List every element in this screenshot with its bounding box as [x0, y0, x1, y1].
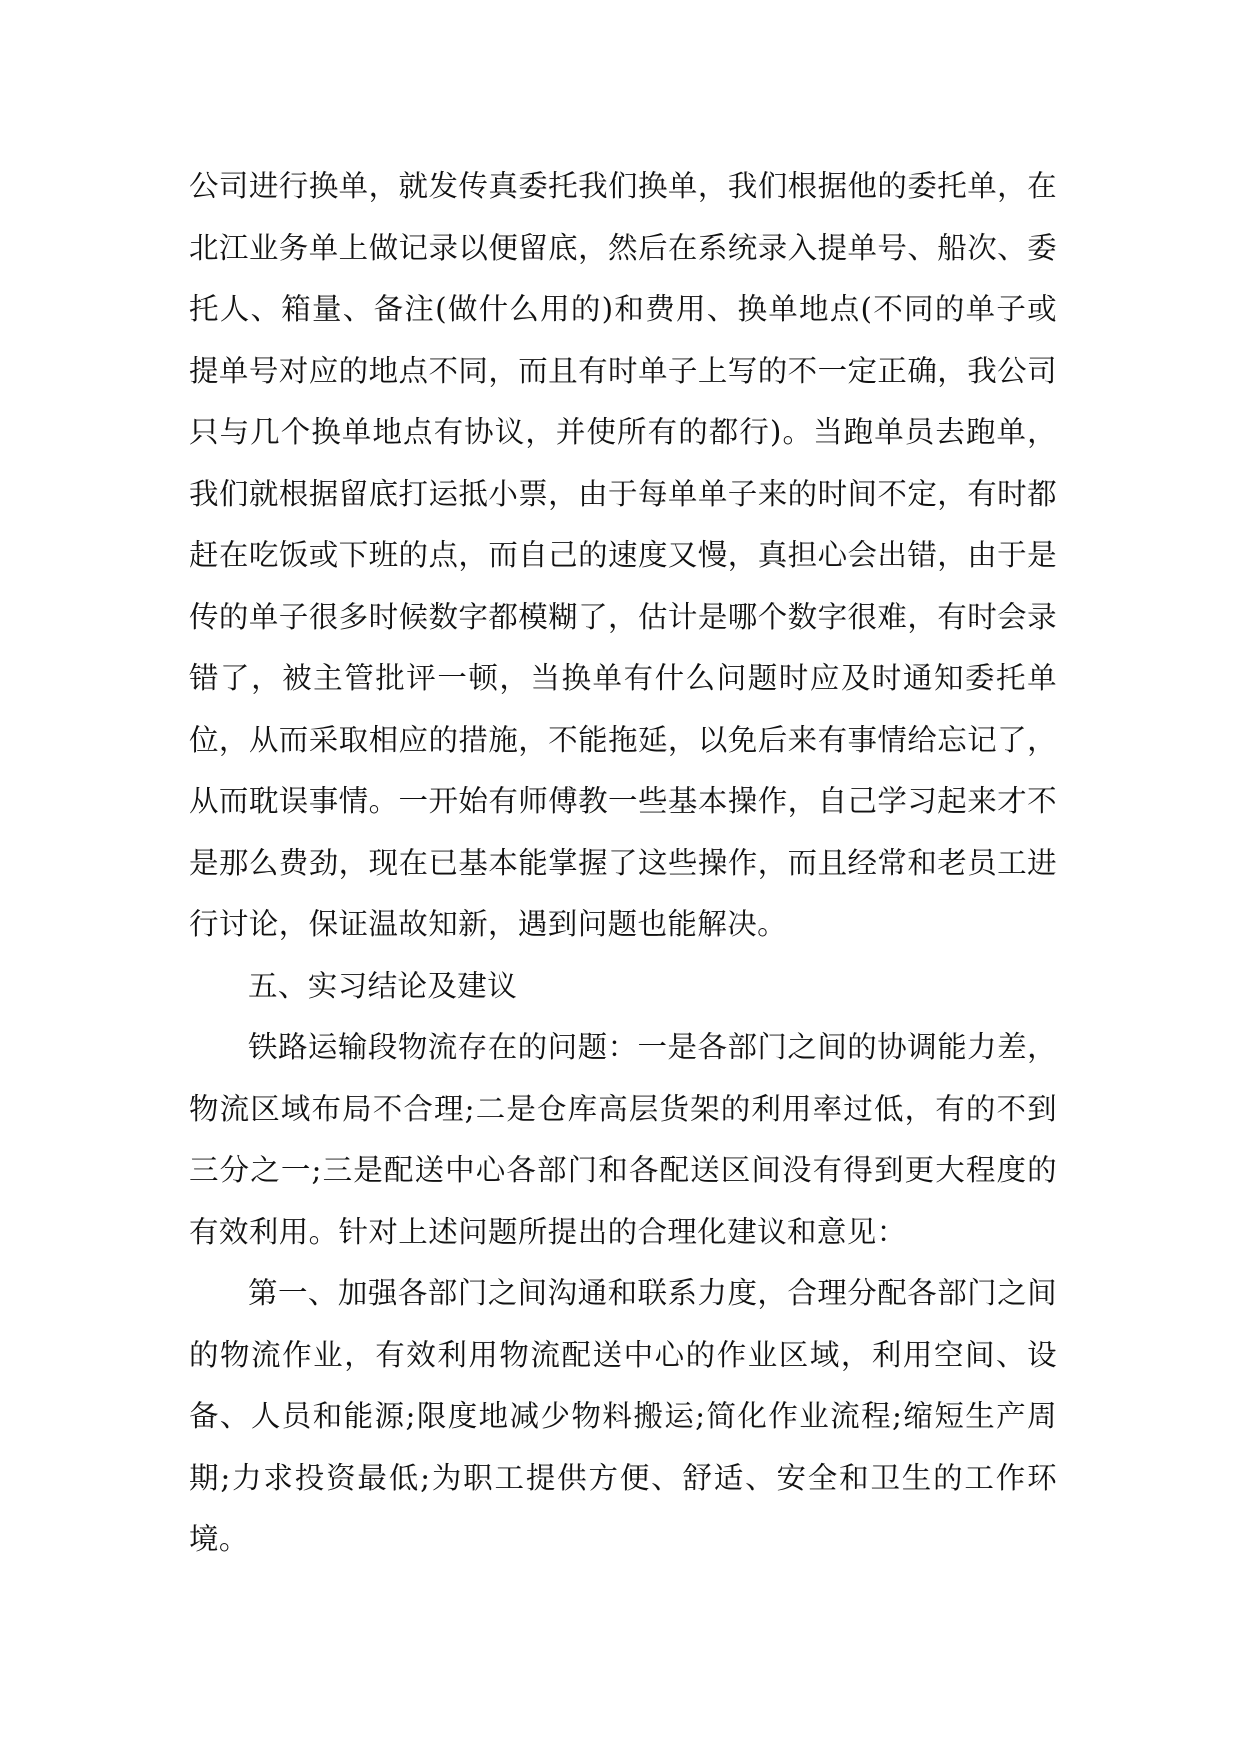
- paragraph-suggestion-one: 第一、加强各部门之间沟通和联系力度，合理分配各部门之间的物流作业，有效利用物流配送中心的作业区域，利用空间、设备、人员和能源;限度地减少物料搬运;简化作业流程;缩短生产周期;力求投资最低;为职工提供方便、舒适、安全和卫生的工作环境。: [189, 1276, 1057, 1556]
- document-body: [189, 156, 1057, 1571]
- paragraph-problems: 铁路运输段物流存在的问题：一是各部门之间的协调能力差，物流区域布局不合理;二是仓库高层货架的利用率过低，有的不到三分之一;三是配送中心各部门和各配送区间没有得到更大程度的有效利用。针对上述问题所提出的合理化建议和意见：: [189, 1030, 1057, 1249]
- section-heading: 五、实习结论及建议: [248, 968, 518, 1003]
- paragraph-continuation: 公司进行换单，就发传真委托我们换单，我们根据他的委托单，在北江业务单上做记录以便留底，然后在系统录入提单号、船次、委托人、箱量、备注(做什么用的)和费用、换单地点(不同的单子或提单号对应的地点不同，而且有时单子上写的不一定正确，我公司只与几个换单地点有协议，并使所有的都行)。当跑单员去跑单，我们就根据留底打运抵小票，由于每单单子来的时间不定，有时都赶在吃饭或下班的点，而自己的速度又慢，真担心会出错，由于是传的单子很多时候数字都模糊了，估计是哪个数字很难，有时会录错了，被主管批评一顿，当换单有什么问题时应及时通知委托单位，从而采取相应的措施，不能拖延，以免后来有事情给忘记了，从而耽误事情。一开始有师傅教一些基本操作，自己学习起来才不是那么费劲，现在已基本能掌握了这些操作，而且经常和老员工进行讨论，保证温故知新，遇到问题也能解决。: [189, 169, 1057, 941]
